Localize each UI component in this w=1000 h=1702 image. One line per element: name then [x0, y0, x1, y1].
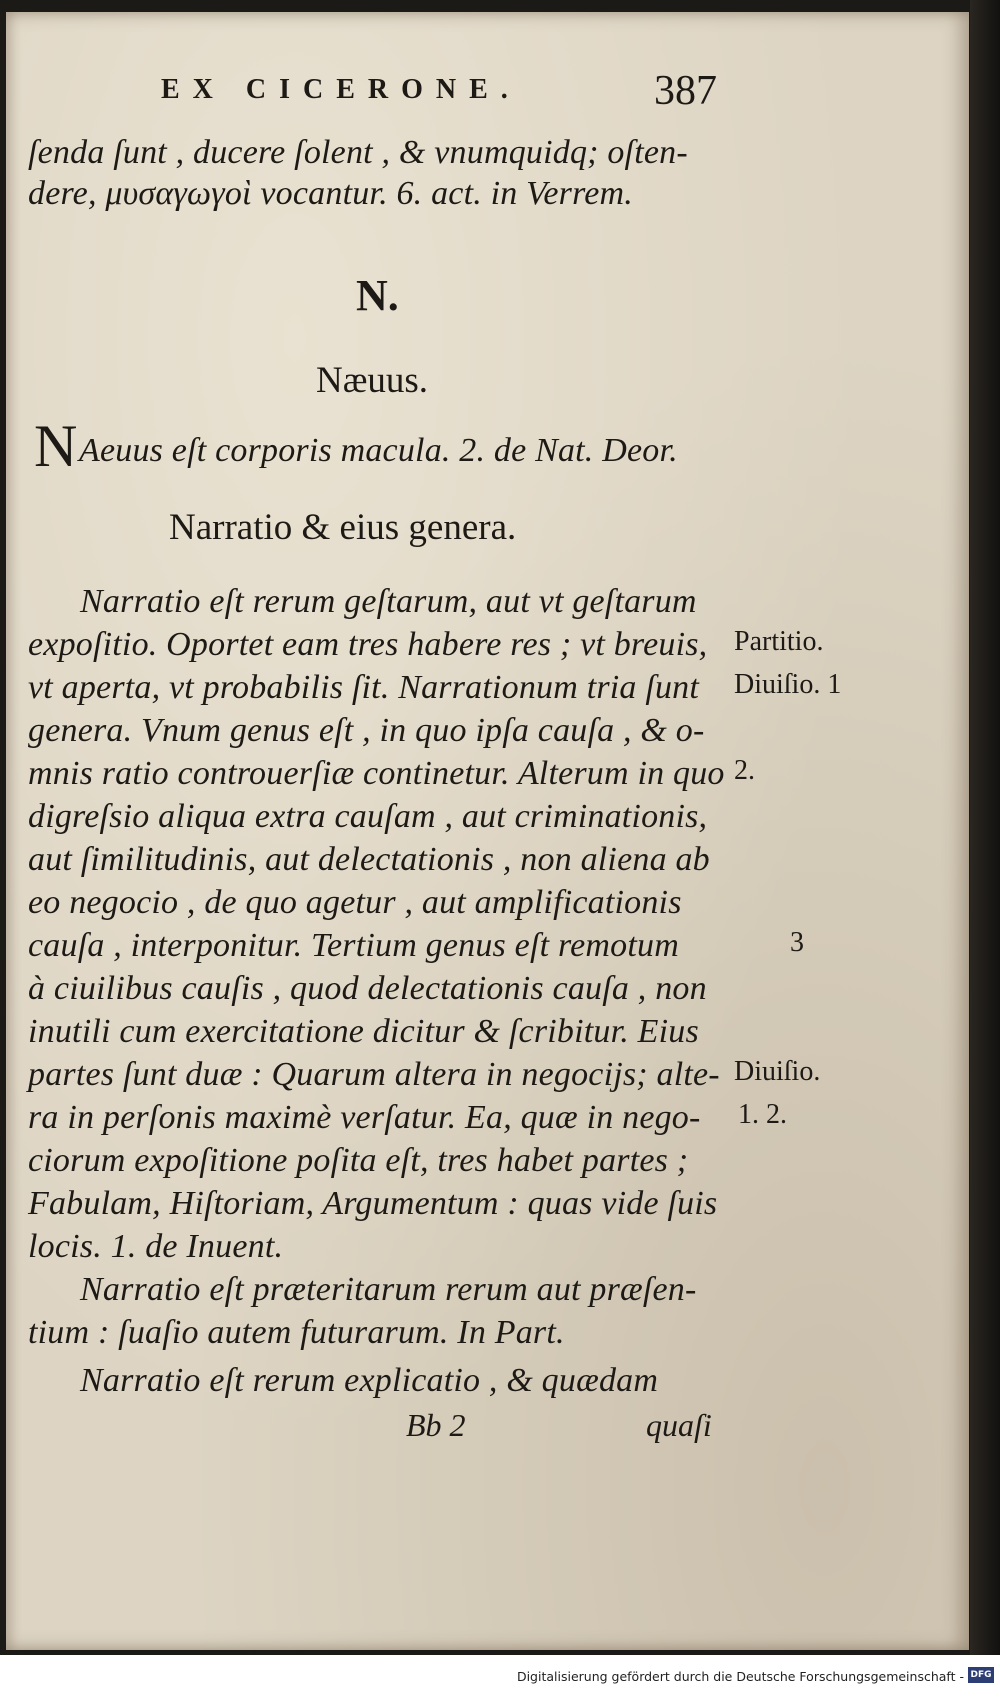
text-line: mnis ratio controuerſiæ continetur. Alterum in quo: [28, 755, 725, 792]
footer-bar: [0, 1655, 1000, 1702]
entry-heading: Næuus.: [316, 360, 429, 401]
text-line: locis. 1. de Inuent.: [28, 1228, 284, 1265]
text-line: Narratio eſt præteritarum rerum aut præſen-: [80, 1271, 697, 1308]
binding-gutter: [970, 0, 1000, 1655]
text-line: dere, μυσαγωγοὶ vocantur. 6. act. in Verrem.: [28, 175, 633, 212]
page-number: 387: [654, 68, 717, 114]
book-page: [6, 12, 969, 1650]
text-line: aut ſimilitudinis, aut delectationis , non aliena ab: [28, 841, 710, 878]
section-letter: N.: [356, 271, 399, 320]
text-line: Narratio eſt rerum geſtarum, aut vt geſtarum: [80, 583, 697, 620]
text-line: ſenda ſunt , ducere ſolent , & vnumquidq; oſten-: [28, 134, 688, 171]
text-line: tium : ſuaſio autem futurarum. In Part.: [28, 1314, 565, 1351]
text-line: ra in perſonis maximè verſatur. Ea, quæ in nego-: [28, 1099, 701, 1136]
footer-credit: Digitalisierung gefördert durch die Deutsche Forschungsgemeinschaft -: [516, 1669, 964, 1684]
text-line: cauſa , interponitur. Tertium genus eſt remotum: [28, 927, 679, 964]
entry-heading: Narratio & eius genera.: [169, 507, 517, 548]
margin-note: Partitio.: [734, 626, 824, 657]
text-line: ciorum expoſitione poſita eſt, tres habet partes ;: [28, 1142, 689, 1179]
text-line: inutili cum exercitatione dicitur & ſcribitur. Eius: [28, 1013, 699, 1050]
catchword: quaſi: [646, 1407, 712, 1443]
dfg-logo: DFG: [968, 1667, 994, 1683]
text-line: eo negocio , de quo agetur , aut amplificationis: [28, 884, 682, 921]
text-line: digreſsio aliqua extra cauſam , aut criminationis,: [28, 798, 708, 835]
text-line: Aeuus eſt corporis macula. 2. de Nat. Deor.: [79, 432, 678, 469]
running-head: EX CICERONE.: [161, 74, 521, 105]
text-line: Fabulam, Hiſtoriam, Argumentum : quas vide ſuis: [28, 1185, 718, 1222]
text-line: Narratio eſt rerum explicatio , & quædam: [80, 1362, 659, 1399]
margin-note: 2.: [734, 755, 755, 786]
margin-note: Diuiſio.: [734, 1056, 821, 1087]
text-line: partes ſunt duæ : Quarum altera in negocijs; alte-: [28, 1056, 720, 1093]
drop-capital: N: [34, 413, 78, 479]
margin-note: 3: [790, 927, 804, 958]
text-line: à ciuilibus cauſis , quod delectationis cauſa , non: [28, 970, 707, 1007]
signature-mark: Bb 2: [406, 1407, 466, 1443]
margin-note: Diuiſio. 1: [734, 669, 842, 700]
text-line: vt aperta, vt probabilis ſit. Narrationum tria ſunt: [28, 669, 700, 706]
text-line: expoſitio. Oportet eam tres habere res ; vt breuis,: [28, 626, 708, 663]
text-line: genera. Vnum genus eſt , in quo ipſa cauſa , & o-: [28, 712, 705, 749]
margin-note: 1. 2.: [738, 1099, 787, 1130]
